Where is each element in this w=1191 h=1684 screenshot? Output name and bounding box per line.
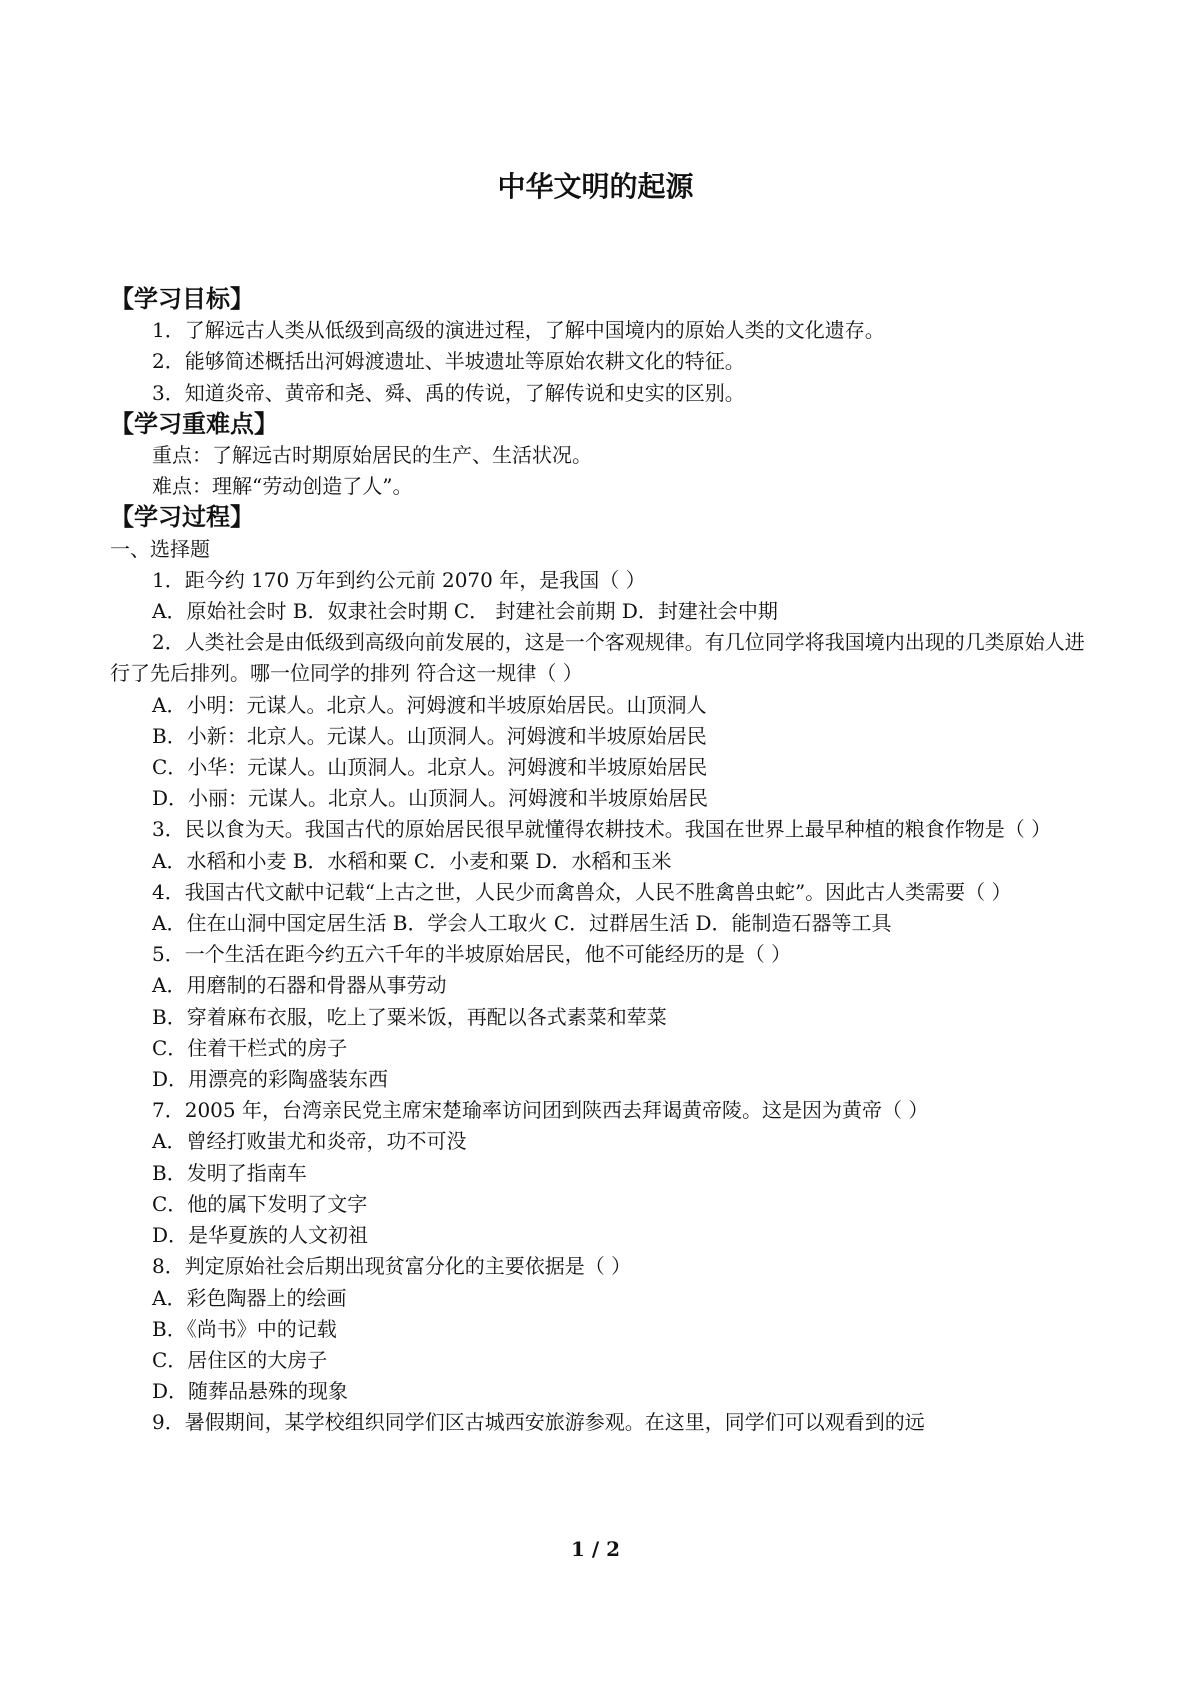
- question-options: A．水稻和小麦 B．水稻和粟 C．小麦和粟 D．水稻和玉米: [152, 848, 672, 873]
- question-stem: 7．2005 年，台湾亲民党主席宋楚瑜率访问团到陕西去拜谒黄帝陵。这是因为黄帝（ ）: [152, 1098, 929, 1123]
- option-a: A．小明：元谋人。北京人。河姆渡和半坡原始居民。山顶洞人: [152, 692, 707, 717]
- option-c: C．小华：元谋人。山顶洞人。北京人。河姆渡和半坡原始居民: [152, 755, 708, 780]
- option-d: D．随葬品悬殊的现象: [152, 1379, 349, 1404]
- option-c: C．居住区的大房子: [152, 1347, 328, 1372]
- option-c: C．住着干栏式的房子: [152, 1035, 348, 1060]
- option-b: B．穿着麻布衣服，吃上了粟米饭，再配以各式素菜和荤菜: [152, 1004, 667, 1029]
- question-stem: 9．暑假期间，某学校组织同学们区古城西安旅游参观。在这里，同学们可以观看到的远: [152, 1410, 925, 1435]
- goals-heading: 【学习目标】: [110, 285, 254, 313]
- page-number: 1 / 2: [570, 1537, 621, 1561]
- difficult-point: 难点：理解“劳动创造了人”。: [152, 474, 413, 499]
- goal-item: 2．能够简述概括出河姆渡遗址、半坡遗址等原始农耕文化的特征。: [152, 349, 745, 374]
- key-points-heading: 【学习重难点】: [110, 409, 278, 438]
- option-a: A．曾经打败蚩尤和炎帝，功不可没: [152, 1129, 467, 1154]
- question-stem: 4．我国古代文献中记载“上古之世，人民少而禽兽众，人民不胜禽兽虫蛇”。因此古人类需要（ ）: [152, 879, 1012, 904]
- option-b: B．小新：北京人。元谋人。山顶洞人。河姆渡和半坡原始居民: [152, 723, 707, 748]
- question-stem: 2．人类社会是由低级到高级向前发展的，这是一个客观规律。有几位同学将我国境内出现的几类原始人进行了先后排列。哪一位同学的排列 符合这一规律（ ）: [110, 630, 1085, 686]
- question-stem: 1．距今约 170 万年到约公元前 2070 年，是我国（ ）: [152, 567, 646, 592]
- option-d: D．是华夏族的人文初祖: [152, 1223, 369, 1248]
- question-stem: 3．民以食为天。我国古代的原始居民很早就懂得农耕技术。我国在世界上最早种植的粮食作物是（ ）: [152, 817, 1052, 842]
- question-stem: 8．判定原始社会后期出现贫富分化的主要依据是（ ）: [152, 1254, 632, 1279]
- option-d: D．小丽：元谋人。北京人。山顶洞人。河姆渡和半坡原始居民: [152, 786, 709, 811]
- part-label: 一、选择题: [110, 536, 210, 561]
- option-c: C．他的属下发明了文字: [152, 1191, 368, 1216]
- goal-item: 1．了解远古人类从低级到高级的演进过程，了解中国境内的原始人类的文化遗存。: [152, 318, 885, 343]
- option-a: A．用磨制的石器和骨器从事劳动: [152, 973, 447, 998]
- option-d: D．用漂亮的彩陶盛装东西: [152, 1067, 389, 1092]
- question-options: A．住在山洞中国定居生活 B．学会人工取火 C．过群居生活 D．能制造石器等工具: [152, 911, 892, 936]
- process-heading: 【学习过程】: [110, 503, 254, 532]
- page-title: 中华文明的起源: [497, 170, 694, 203]
- question-options: A．原始社会时 B．奴隶社会时期 C． 封建社会前期 D．封建社会中期: [152, 599, 778, 624]
- goal-item: 3．知道炎帝、黄帝和尧、舜、禹的传说，了解传说和史实的区别。: [152, 380, 745, 405]
- option-a: A．彩色陶器上的绘画: [152, 1285, 347, 1310]
- document-body: [110, 284, 1085, 1439]
- question-stem: 5．一个生活在距今约五六千年的半坡原始居民，他不可能经历的是（ ）: [152, 942, 792, 967]
- option-b: B．《尚书》中的记载: [152, 1316, 337, 1341]
- option-b: B．发明了指南车: [152, 1160, 307, 1185]
- key-point: 重点：了解远古时期原始居民的生产、生活状况。: [152, 443, 592, 468]
